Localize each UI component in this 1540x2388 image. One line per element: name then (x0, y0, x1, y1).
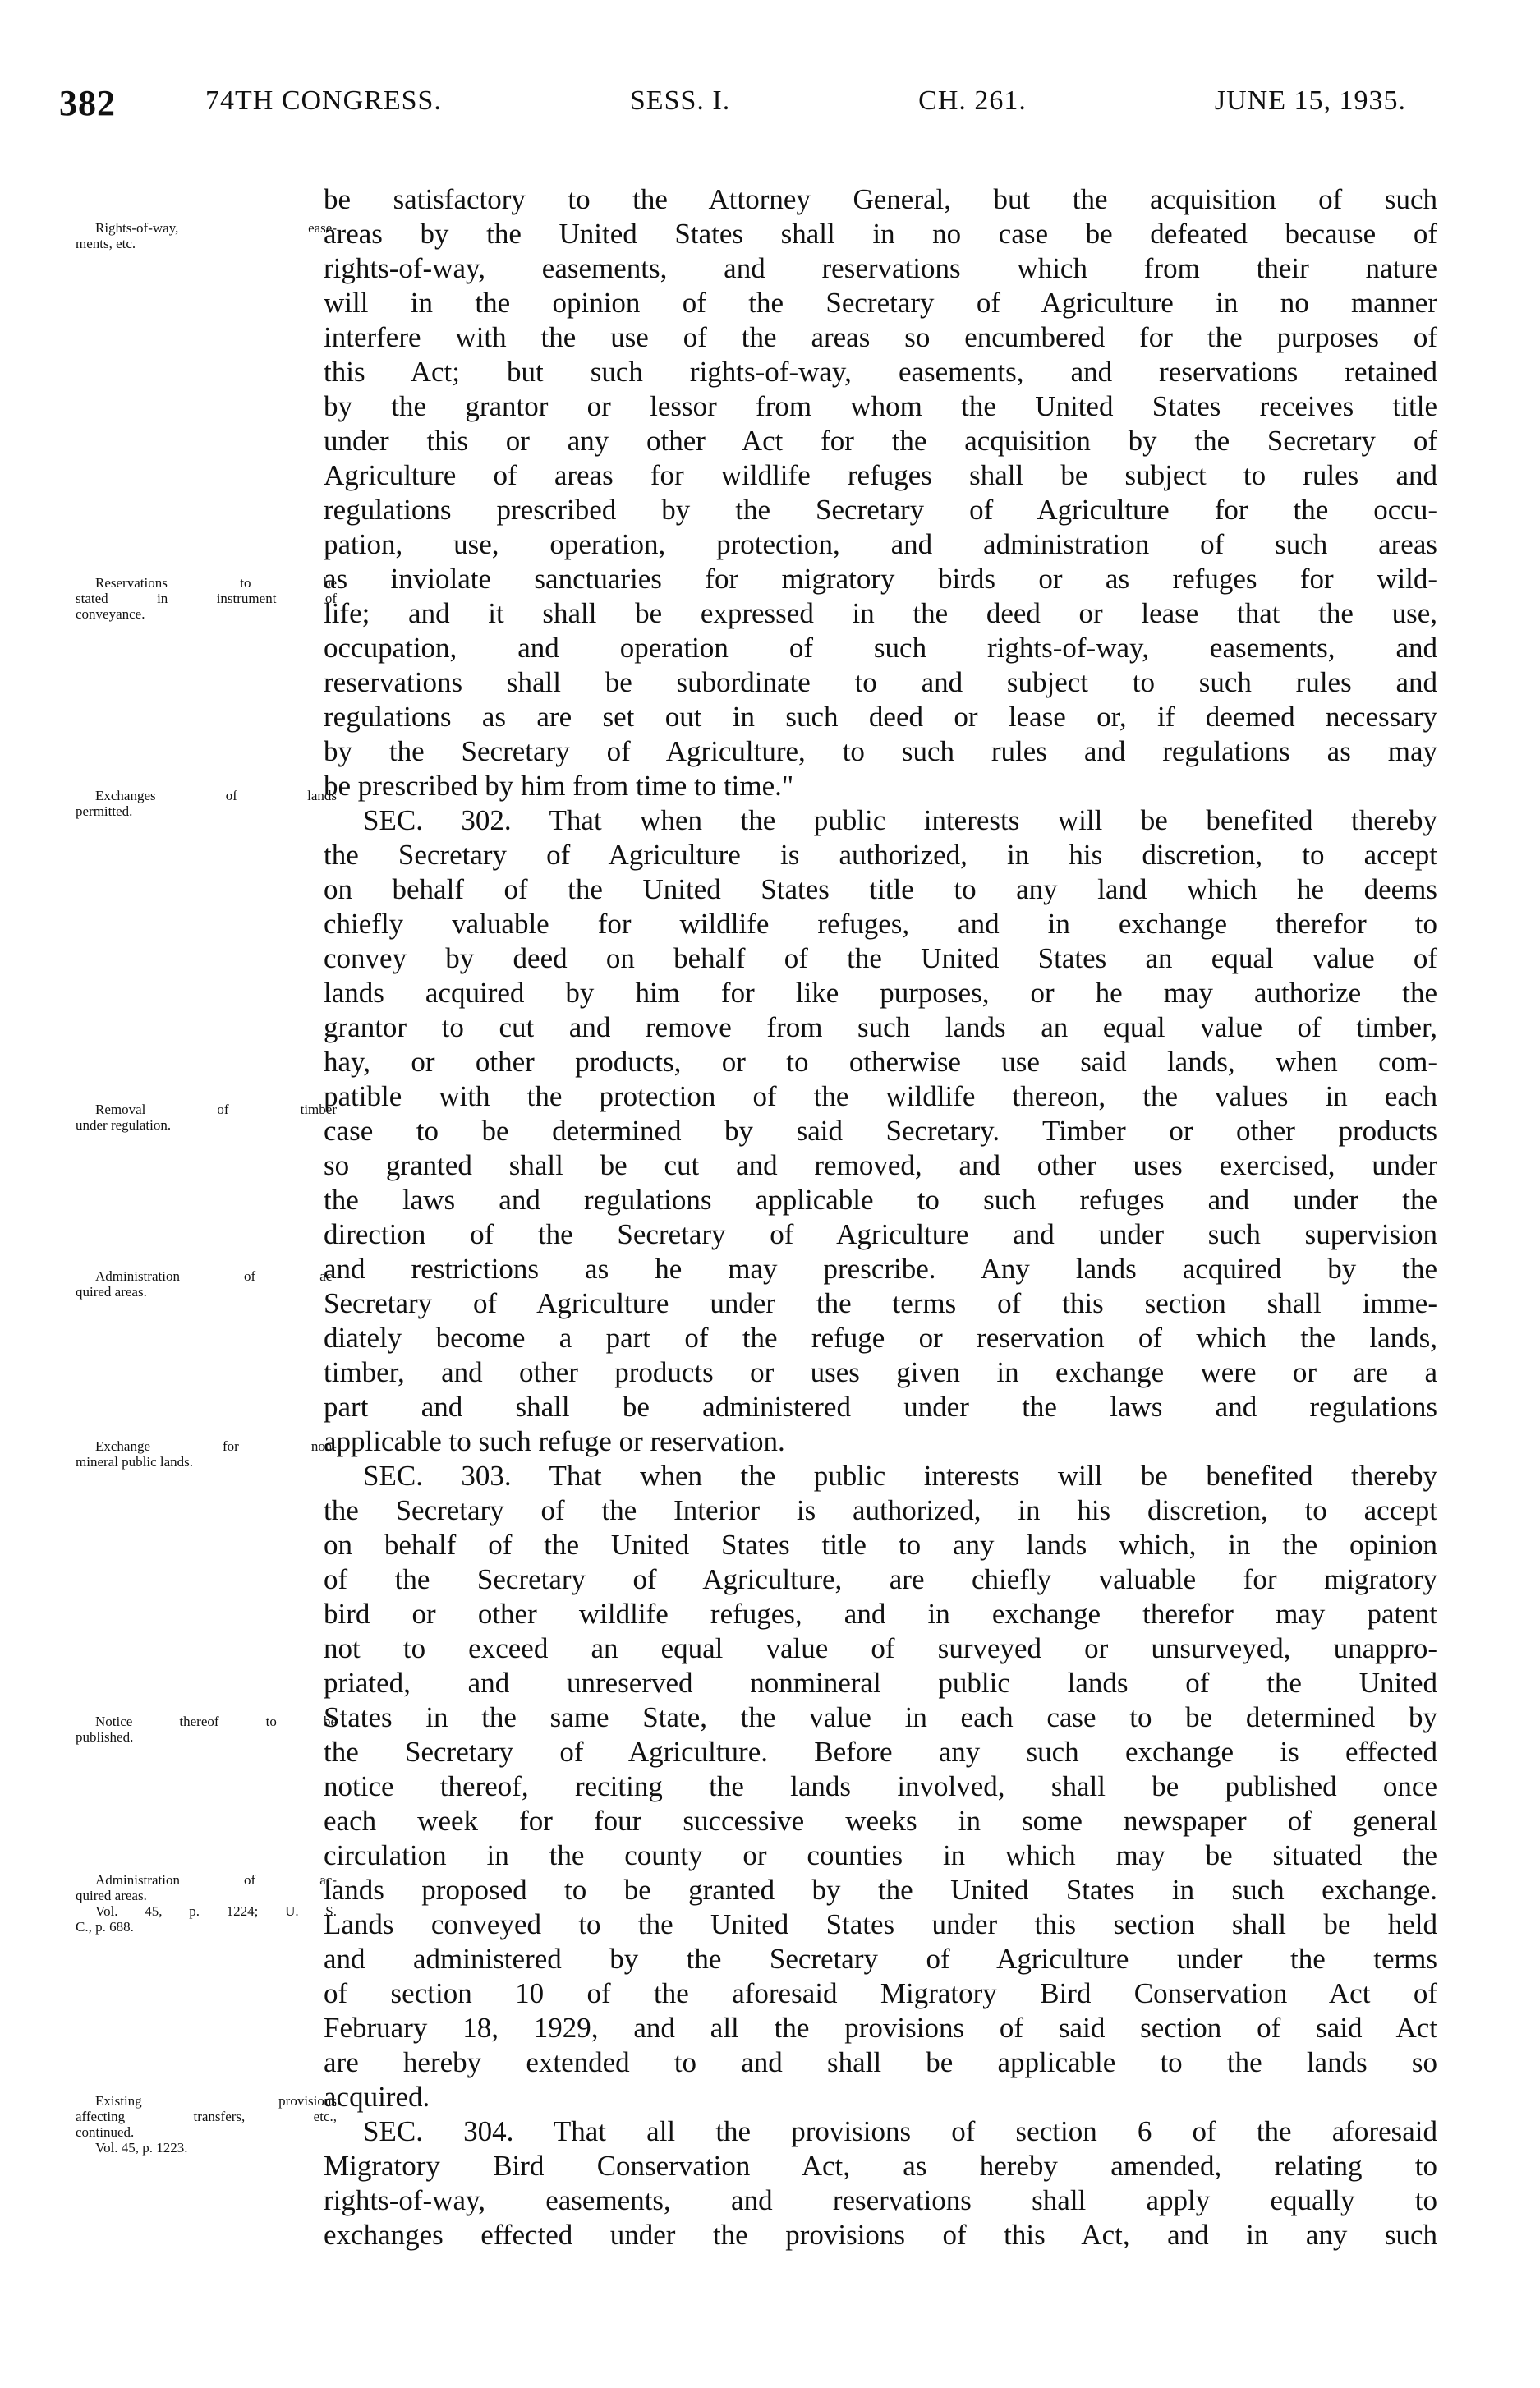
page-number: 382 (59, 83, 116, 123)
margin-note-line: quired areas. (76, 1888, 147, 1903)
text-line: SEC. 302. That when the public interests will be benefited thereby (363, 804, 1437, 836)
running-head-date: JUNE 15, 1935. (1214, 85, 1406, 116)
margin-note (76, 1714, 337, 1745)
text-line: rights-of-way, easements, and reservations which from their nature (324, 252, 1437, 284)
text-line: hay, or other products, or to otherwise use said lands, when com- (324, 1046, 1437, 1078)
text-line: the laws and regulations applicable to such refuges and under the (324, 1184, 1437, 1216)
margin-note-line: under regulation. (76, 1117, 172, 1133)
text-line: the Secretary of Agriculture is authorized, in his discretion, to accept (324, 839, 1437, 871)
margin-note (76, 2093, 337, 2156)
text-line: interfere with the use of the areas so encumbered for the purposes of (324, 321, 1437, 353)
margin-note-line: Administration of ac- (95, 1872, 337, 1888)
text-line: Secretary of Agriculture under the terms of this section shall imme- (324, 1287, 1437, 1319)
text-line: of the Secretary of Agriculture, are chiefly valuable for migratory (324, 1563, 1437, 1595)
margin-note-line: published. (76, 1729, 134, 1745)
text-line: of section 10 of the aforesaid Migratory Bird Conservation Act of (324, 1977, 1437, 2009)
text-line: pation, use, operation, protection, and administration of such areas (324, 528, 1437, 560)
text-line: regulations prescribed by the Secretary of Agriculture for the occu- (324, 494, 1437, 526)
text-line: reservations shall be subordinate to and subject to such rules and (324, 666, 1437, 698)
text-line: February 18, 1929, and all the provisions of said section of said Act (324, 2012, 1437, 2044)
text-line: areas by the United States shall in no case be defeated because of (324, 218, 1437, 250)
text-line: are hereby extended to and shall be applicable to the lands so (324, 2046, 1437, 2078)
text-line: exchanges effected under the provisions of this Act, and in any such (324, 2219, 1437, 2251)
margin-note-line: Existing provisions (95, 2093, 337, 2109)
text-line: as inviolate sanctuaries for migratory birds or as refuges for wild- (324, 563, 1437, 595)
margin-note-line: Notice thereof to be (95, 1714, 337, 1729)
margin-note-line: affecting transfers, etc., (76, 2109, 337, 2124)
text-line: on behalf of the United States title to any lands which, in the opinion (324, 1529, 1437, 1561)
text-line: Migratory Bird Conservation Act, as hereby amended, relating to (324, 2150, 1437, 2182)
margin-note (76, 1438, 337, 1470)
text-line: lands acquired by him for like purposes, or he may authorize the (324, 977, 1437, 1009)
margin-note-line: conveyance. (76, 606, 145, 622)
margin-note-line: Rights-of-way, ease- (95, 220, 337, 236)
text-line: SEC. 304. That all the provisions of section 6 of the aforesaid (363, 2115, 1437, 2147)
margin-note-line: Administration of ac- (95, 1268, 337, 1284)
body-text (324, 182, 1437, 2252)
text-line: life; and it shall be expressed in the deed or lease that the use, (324, 597, 1437, 629)
text-line: occupation, and operation of such rights-of-way, easements, and (324, 632, 1437, 664)
text-line: be satisfactory to the Attorney General, but the acquisition of such (324, 183, 1437, 215)
margin-note-line: permitted. (76, 803, 133, 819)
margin-note (76, 1268, 337, 1300)
text-line: and administered by the Secretary of Agriculture under the terms (324, 1943, 1437, 1975)
margin-note-line: ments, etc. (76, 236, 136, 251)
text-line: timber, and other products or uses given in exchange were or are a (324, 1356, 1437, 1388)
text-line: bird or other wildlife refuges, and in exchange therefor may patent (324, 1598, 1437, 1630)
text-line: SEC. 303. That when the public interests will be benefited thereby (363, 1460, 1437, 1492)
running-head (205, 85, 1406, 117)
text-line: the Secretary of the Interior is authorized, in his discretion, to accept (324, 1494, 1437, 1526)
text-line: this Act; but such rights-of-way, easements, and reservations retained (324, 356, 1437, 388)
text-line: regulations as are set out in such deed or lease or, if deemed necessary (324, 701, 1437, 733)
text-line: on behalf of the United States title to any land which he deems (324, 873, 1437, 905)
text-line: part and shall be administered under the laws and regulations (324, 1391, 1437, 1423)
text-line: grantor to cut and remove from such lands an equal value of timber, (324, 1011, 1437, 1043)
text-line: convey by deed on behalf of the United States an equal value of (324, 942, 1437, 974)
margin-note-line: Reservations to be (95, 575, 337, 591)
text-line: Lands conveyed to the United States under this section shall be held (324, 1908, 1437, 1940)
margin-note (76, 1102, 337, 1133)
text-line: Agriculture of areas for wildlife refuges shall be subject to rules and (324, 459, 1437, 491)
text-line: patible with the protection of the wildlife thereon, the values in each (324, 1080, 1437, 1112)
text-line: by the grantor or lessor from whom the United States receives title (324, 390, 1437, 422)
margin-note-line: mineral public lands. (76, 1454, 194, 1470)
text-line: acquired. (324, 2081, 430, 2113)
margin-note-line: Exchanges of lands (95, 788, 337, 803)
text-line: circulation in the county or counties in which may be situated the (324, 1839, 1437, 1871)
margin-note (76, 788, 337, 819)
running-head-session: SESS. I. (629, 85, 731, 116)
text-line: notice thereof, reciting the lands involved, shall be published once (324, 1770, 1437, 1802)
margin-note-line: Vol. 45, p. 1223. (95, 2140, 188, 2156)
text-line: States in the same State, the value in each case to be determined by (324, 1701, 1437, 1733)
margin-note (76, 1872, 337, 1935)
margin-note-line: continued. (76, 2124, 135, 2140)
text-line: the Secretary of Agriculture. Before any such exchange is effected (324, 1736, 1437, 1768)
running-head-chapter: CH. 261. (918, 85, 1027, 116)
margin-note (76, 220, 337, 251)
text-line: rights-of-way, easements, and reservations shall apply equally to (324, 2184, 1437, 2216)
running-head-congress: 74TH CONGRESS. (205, 85, 442, 116)
margin-note-line: Removal of timber (95, 1102, 337, 1117)
text-line: not to exceed an equal value of surveyed or unsurveyed, unappro- (324, 1632, 1437, 1664)
text-line: and restrictions as he may prescribe. Any lands acquired by the (324, 1253, 1437, 1285)
text-line: applicable to such refuge or reservation. (324, 1425, 785, 1457)
margin-note-line: stated in instrument of (76, 591, 337, 606)
margin-note-line: quired areas. (76, 1284, 147, 1300)
margin-note-line: Exchange for non- (95, 1438, 337, 1454)
text-line: so granted shall be cut and removed, and other uses exercised, under (324, 1149, 1437, 1181)
text-line: chiefly valuable for wildlife refuges, and in exchange therefor to (324, 908, 1437, 940)
text-line: each week for four successive weeks in some newspaper of general (324, 1805, 1437, 1837)
text-line: diately become a part of the refuge or reservation of which the lands, (324, 1322, 1437, 1354)
text-line: direction of the Secretary of Agriculture and under such supervision (324, 1218, 1437, 1250)
text-line: will in the opinion of the Secretary of Agriculture in no manner (324, 287, 1437, 319)
text-line: by the Secretary of Agriculture, to such rules and regulations as may (324, 735, 1437, 767)
margin-note-line: Vol. 45, p. 1224; U. S. (95, 1903, 337, 1919)
margin-note (76, 575, 337, 622)
text-line: be prescribed by him from time to time." (324, 770, 794, 802)
margin-note-line: C., p. 688. (76, 1919, 134, 1935)
text-line: under this or any other Act for the acquisition by the Secretary of (324, 425, 1437, 457)
text-line: priated, and unreserved nonmineral public lands of the United (324, 1667, 1437, 1699)
text-line: case to be determined by said Secretary. Timber or other products (324, 1115, 1437, 1147)
text-line: lands proposed to be granted by the United States in such exchange. (324, 1874, 1437, 1906)
